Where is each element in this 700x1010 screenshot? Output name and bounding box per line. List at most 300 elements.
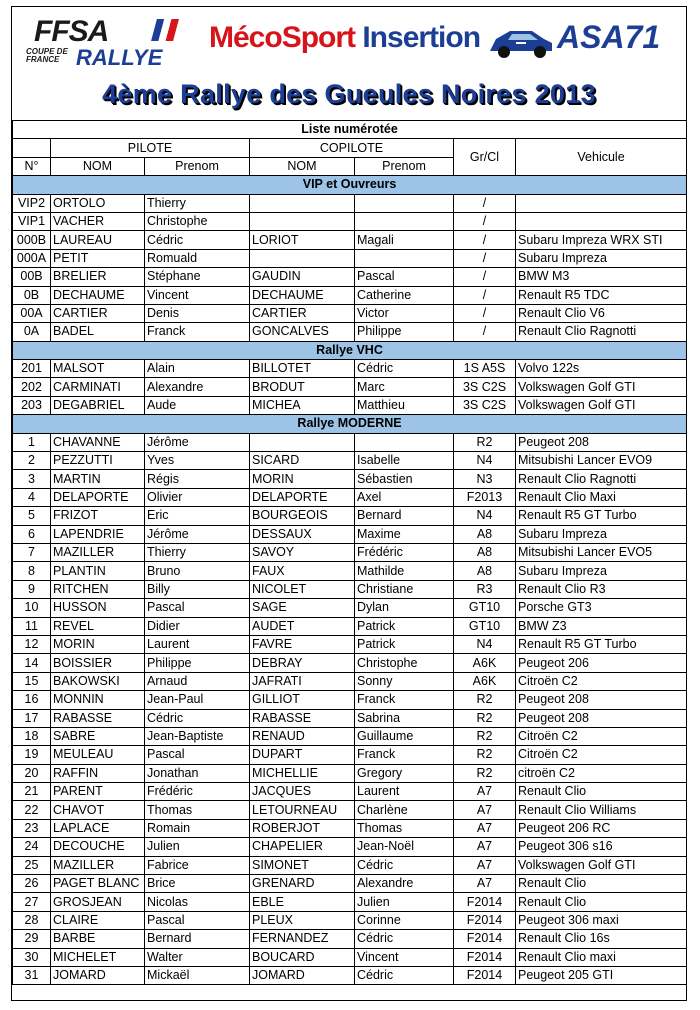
group-class: R2 bbox=[454, 691, 516, 709]
table-row bbox=[13, 599, 687, 617]
vehicule: Peugeot 208 bbox=[516, 691, 687, 709]
pilote-nom: MONNIN bbox=[51, 691, 145, 709]
vehicule: Peugeot 206 bbox=[516, 654, 687, 672]
pilote-nom: CHAVOT bbox=[51, 801, 145, 819]
pilote-prenom: Thomas bbox=[145, 801, 250, 819]
vehicule: Mitsubishi Lancer EVO9 bbox=[516, 452, 687, 470]
vehicule: Volkswagen Golf GTI bbox=[516, 856, 687, 874]
pilote-nom: ORTOLO bbox=[51, 194, 145, 212]
group-class: R2 bbox=[454, 746, 516, 764]
copilote-prenom: Guillaume bbox=[355, 727, 454, 745]
entry-number: 24 bbox=[13, 838, 51, 856]
header-vehicule: Vehicule bbox=[516, 139, 687, 176]
entry-number: 201 bbox=[13, 360, 51, 378]
table-row bbox=[13, 930, 687, 948]
pilote-prenom: Julien bbox=[145, 838, 250, 856]
pilote-nom: PETIT bbox=[51, 249, 145, 267]
pilote-nom: DECHAUME bbox=[51, 286, 145, 304]
pilote-prenom: Frédéric bbox=[145, 783, 250, 801]
pilote-nom: DECOUCHE bbox=[51, 838, 145, 856]
entry-number: VIP1 bbox=[13, 212, 51, 230]
table-row bbox=[13, 819, 687, 837]
group-class: A8 bbox=[454, 543, 516, 561]
asa71-logo-text: ASA71 bbox=[557, 19, 661, 55]
entry-number: 2 bbox=[13, 452, 51, 470]
copilote-prenom: Magali bbox=[355, 231, 454, 249]
group-class: R2 bbox=[454, 727, 516, 745]
copilote-prenom: Maxime bbox=[355, 525, 454, 543]
pilote-nom: MARTIN bbox=[51, 470, 145, 488]
vehicule: Renault Clio maxi bbox=[516, 948, 687, 966]
copilote-nom: ROBERJOT bbox=[250, 819, 355, 837]
table-row bbox=[13, 304, 687, 322]
copilote-nom: RENAUD bbox=[250, 727, 355, 745]
copilote-prenom: Christiane bbox=[355, 580, 454, 598]
pilote-nom: CARTIER bbox=[51, 304, 145, 322]
copilote-nom: JACQUES bbox=[250, 783, 355, 801]
pilote-prenom: Régis bbox=[145, 470, 250, 488]
copilote-prenom: Laurent bbox=[355, 783, 454, 801]
section-header bbox=[13, 415, 687, 433]
table-row bbox=[13, 672, 687, 690]
copilote-prenom: Jean-Noël bbox=[355, 838, 454, 856]
pilote-nom: GROSJEAN bbox=[51, 893, 145, 911]
pilote-nom: PEZZUTTI bbox=[51, 452, 145, 470]
group-class: GT10 bbox=[454, 617, 516, 635]
pilote-nom: HUSSON bbox=[51, 599, 145, 617]
pilote-prenom: Stéphane bbox=[145, 268, 250, 286]
group-class: A8 bbox=[454, 525, 516, 543]
vehicule: Renault Clio V6 bbox=[516, 304, 687, 322]
copilote-nom: LORIOT bbox=[250, 231, 355, 249]
entry-number: 28 bbox=[13, 911, 51, 929]
entry-number: 23 bbox=[13, 819, 51, 837]
vehicule: Citroën C2 bbox=[516, 746, 687, 764]
copilote-prenom: Marc bbox=[355, 378, 454, 396]
copilote-nom: GRENARD bbox=[250, 875, 355, 893]
entry-number: 202 bbox=[13, 378, 51, 396]
entry-number: 000B bbox=[13, 231, 51, 249]
copilote-prenom: Pascal bbox=[355, 268, 454, 286]
pilote-prenom: Yves bbox=[145, 452, 250, 470]
copilote-nom: BOUCARD bbox=[250, 948, 355, 966]
copilote-nom bbox=[250, 194, 355, 212]
table-row bbox=[13, 433, 687, 451]
group-class: 1S A5S bbox=[454, 360, 516, 378]
ffsa-logo bbox=[26, 15, 186, 73]
copilote-nom: MICHELLIE bbox=[250, 764, 355, 782]
pilote-nom: MICHELET bbox=[51, 948, 145, 966]
group-class: / bbox=[454, 249, 516, 267]
copilote-prenom: Axel bbox=[355, 488, 454, 506]
copilote-prenom: Franck bbox=[355, 691, 454, 709]
copilote-prenom: Charlène bbox=[355, 801, 454, 819]
entry-number: 0A bbox=[13, 323, 51, 341]
group-class: F2014 bbox=[454, 948, 516, 966]
group-class: A6K bbox=[454, 672, 516, 690]
header-copilote-nom: NOM bbox=[250, 157, 355, 175]
copilote-nom: GAUDIN bbox=[250, 268, 355, 286]
pilote-prenom: Brice bbox=[145, 875, 250, 893]
copilote-prenom: Philippe bbox=[355, 323, 454, 341]
copilote-nom: AUDET bbox=[250, 617, 355, 635]
vehicule: Peugeot 208 bbox=[516, 433, 687, 451]
vehicule: Renault Clio Maxi bbox=[516, 488, 687, 506]
copilote-prenom: Christophe bbox=[355, 654, 454, 672]
header-grcl: Gr/Cl bbox=[454, 139, 516, 176]
vehicule: Peugeot 306 maxi bbox=[516, 911, 687, 929]
rally-car-icon bbox=[486, 21, 556, 59]
table-row bbox=[13, 764, 687, 782]
entry-number: 5 bbox=[13, 507, 51, 525]
vehicule: Renault R5 GT Turbo bbox=[516, 507, 687, 525]
copilote-prenom bbox=[355, 194, 454, 212]
entry-number: 17 bbox=[13, 709, 51, 727]
pilote-nom: MORIN bbox=[51, 635, 145, 653]
table-row bbox=[13, 562, 687, 580]
table-row bbox=[13, 911, 687, 929]
pilote-nom: MALSOT bbox=[51, 360, 145, 378]
entry-number: 21 bbox=[13, 783, 51, 801]
table-row bbox=[13, 875, 687, 893]
vehicule: Renault Clio bbox=[516, 875, 687, 893]
header-copilote-prenom: Prenom bbox=[355, 157, 454, 175]
copilote-nom: EBLE bbox=[250, 893, 355, 911]
copilote-prenom: Sonny bbox=[355, 672, 454, 690]
copilote-nom: GONCALVES bbox=[250, 323, 355, 341]
group-class: F2014 bbox=[454, 893, 516, 911]
vehicule: Citroën C2 bbox=[516, 672, 687, 690]
entry-number: 8 bbox=[13, 562, 51, 580]
table-row bbox=[13, 231, 687, 249]
pilote-prenom: Walter bbox=[145, 948, 250, 966]
vehicule: Mitsubishi Lancer EVO5 bbox=[516, 543, 687, 561]
entry-number: 29 bbox=[13, 930, 51, 948]
copilote-prenom: Corinne bbox=[355, 911, 454, 929]
pilote-prenom: Alexandre bbox=[145, 378, 250, 396]
flag-icon bbox=[151, 19, 179, 41]
entry-number: 15 bbox=[13, 672, 51, 690]
group-class: 3S C2S bbox=[454, 378, 516, 396]
pilote-prenom: Thierry bbox=[145, 543, 250, 561]
pilote-nom: LAPLACE bbox=[51, 819, 145, 837]
copilote-nom: NICOLET bbox=[250, 580, 355, 598]
table-row bbox=[13, 525, 687, 543]
vehicule: Renault R5 TDC bbox=[516, 286, 687, 304]
copilote-prenom: Patrick bbox=[355, 635, 454, 653]
header-no: N° bbox=[13, 157, 51, 175]
pilote-prenom: Alain bbox=[145, 360, 250, 378]
page-title: 4ème Rallye des Gueules Noires 2013 bbox=[102, 79, 596, 109]
vehicule: Volkswagen Golf GTI bbox=[516, 396, 687, 414]
group-class: F2014 bbox=[454, 930, 516, 948]
pilote-prenom: Romain bbox=[145, 819, 250, 837]
pilote-nom: MAZILLER bbox=[51, 543, 145, 561]
table-row bbox=[13, 249, 687, 267]
entry-number: 31 bbox=[13, 966, 51, 984]
copilote-prenom: Cédric bbox=[355, 930, 454, 948]
pilote-prenom: Romuald bbox=[145, 249, 250, 267]
group-class: 3S C2S bbox=[454, 396, 516, 414]
entry-number: 14 bbox=[13, 654, 51, 672]
copilote-prenom: Victor bbox=[355, 304, 454, 322]
pilote-nom: BOISSIER bbox=[51, 654, 145, 672]
pilote-prenom: Jérôme bbox=[145, 525, 250, 543]
vehicule: citroën C2 bbox=[516, 764, 687, 782]
vehicule: Renault Clio Ragnotti bbox=[516, 470, 687, 488]
vehicule: Citroën C2 bbox=[516, 727, 687, 745]
copilote-nom: FERNANDEZ bbox=[250, 930, 355, 948]
copilote-prenom: Sabrina bbox=[355, 709, 454, 727]
table-row bbox=[13, 323, 687, 341]
entry-number: 12 bbox=[13, 635, 51, 653]
pilote-prenom: Billy bbox=[145, 580, 250, 598]
insertion-text: Insertion bbox=[355, 21, 481, 54]
pilote-nom: VACHER bbox=[51, 212, 145, 230]
entry-number: 16 bbox=[13, 691, 51, 709]
vehicule: Renault Clio R3 bbox=[516, 580, 687, 598]
copilote-nom bbox=[250, 249, 355, 267]
meco-text: Méco bbox=[209, 21, 282, 54]
pilote-prenom: Aude bbox=[145, 396, 250, 414]
pilote-nom: JOMARD bbox=[51, 966, 145, 984]
pilote-prenom: Thierry bbox=[145, 194, 250, 212]
group-class: N3 bbox=[454, 470, 516, 488]
header-pilote: PILOTE bbox=[51, 139, 250, 157]
copilote-prenom: Sébastien bbox=[355, 470, 454, 488]
header-copilote: COPILOTE bbox=[250, 139, 454, 157]
copilote-prenom bbox=[355, 249, 454, 267]
table-row bbox=[13, 378, 687, 396]
entry-number: 25 bbox=[13, 856, 51, 874]
table-row bbox=[13, 617, 687, 635]
vehicule bbox=[516, 212, 687, 230]
copilote-prenom: Gregory bbox=[355, 764, 454, 782]
table-row bbox=[13, 893, 687, 911]
copilote-prenom bbox=[355, 433, 454, 451]
copilote-nom: GILLIOT bbox=[250, 691, 355, 709]
pilote-prenom: Denis bbox=[145, 304, 250, 322]
copilote-prenom: Bernard bbox=[355, 507, 454, 525]
pilote-prenom: Bernard bbox=[145, 930, 250, 948]
group-class: / bbox=[454, 268, 516, 286]
group-class: R2 bbox=[454, 764, 516, 782]
group-class: A8 bbox=[454, 562, 516, 580]
vehicule: Renault Clio Williams bbox=[516, 801, 687, 819]
copilote-nom: SIMONET bbox=[250, 856, 355, 874]
pilote-prenom: Christophe bbox=[145, 212, 250, 230]
table-row bbox=[13, 360, 687, 378]
group-class: GT10 bbox=[454, 599, 516, 617]
copilote-nom: BRODUT bbox=[250, 378, 355, 396]
pilote-nom: SABRE bbox=[51, 727, 145, 745]
copilote-nom: SICARD bbox=[250, 452, 355, 470]
pilote-nom: MAZILLER bbox=[51, 856, 145, 874]
copilote-prenom: Patrick bbox=[355, 617, 454, 635]
section-header bbox=[13, 341, 687, 359]
header-blank bbox=[13, 139, 51, 157]
copilote-nom: FAVRE bbox=[250, 635, 355, 653]
group-class: / bbox=[454, 304, 516, 322]
entry-number: 30 bbox=[13, 948, 51, 966]
copilote-prenom: Matthieu bbox=[355, 396, 454, 414]
table-row bbox=[13, 838, 687, 856]
pilote-prenom: Philippe bbox=[145, 654, 250, 672]
group-class: R2 bbox=[454, 433, 516, 451]
vehicule: Porsche GT3 bbox=[516, 599, 687, 617]
entry-number: 000A bbox=[13, 249, 51, 267]
vehicule: Subaru Impreza bbox=[516, 525, 687, 543]
vehicule: Renault Clio Ragnotti bbox=[516, 323, 687, 341]
header-pilote-prenom: Prenom bbox=[145, 157, 250, 175]
vehicule: Peugeot 206 RC bbox=[516, 819, 687, 837]
copilote-prenom: Isabelle bbox=[355, 452, 454, 470]
ffsa-logo-text: FFSA bbox=[34, 15, 109, 48]
sport-text: Sport bbox=[281, 21, 356, 54]
table-row bbox=[13, 507, 687, 525]
table-row bbox=[13, 691, 687, 709]
entry-number: 18 bbox=[13, 727, 51, 745]
entry-number: 20 bbox=[13, 764, 51, 782]
copilote-nom: DUPART bbox=[250, 746, 355, 764]
table-row bbox=[13, 212, 687, 230]
pilote-nom: PAGET BLANC bbox=[51, 875, 145, 893]
document-header bbox=[12, 7, 686, 121]
table-row bbox=[13, 727, 687, 745]
group-class: N4 bbox=[454, 452, 516, 470]
entry-number: 27 bbox=[13, 893, 51, 911]
table-row bbox=[13, 286, 687, 304]
rallye-logo-text: RALLYE bbox=[76, 45, 163, 70]
pilote-prenom: Olivier bbox=[145, 488, 250, 506]
pilote-nom: MEULEAU bbox=[51, 746, 145, 764]
copilote-nom: CHAPELIER bbox=[250, 838, 355, 856]
pilote-prenom: Cédric bbox=[145, 709, 250, 727]
entry-number: 00B bbox=[13, 268, 51, 286]
entry-number: 7 bbox=[13, 543, 51, 561]
pilote-prenom: Nicolas bbox=[145, 893, 250, 911]
pilote-nom: FRIZOT bbox=[51, 507, 145, 525]
pilote-nom: CLAIRE bbox=[51, 911, 145, 929]
copilote-nom: SAGE bbox=[250, 599, 355, 617]
copilote-nom bbox=[250, 433, 355, 451]
pilote-prenom: Pascal bbox=[145, 599, 250, 617]
copilote-prenom: Catherine bbox=[355, 286, 454, 304]
section-header bbox=[13, 176, 687, 194]
entry-number: 00A bbox=[13, 304, 51, 322]
vehicule: Renault Clio bbox=[516, 783, 687, 801]
copilote-nom: JAFRATI bbox=[250, 672, 355, 690]
pilote-prenom: Didier bbox=[145, 617, 250, 635]
group-class: F2013 bbox=[454, 488, 516, 506]
header-pilote-nom: NOM bbox=[51, 157, 145, 175]
entry-number: 9 bbox=[13, 580, 51, 598]
pilote-nom: REVEL bbox=[51, 617, 145, 635]
vehicule: Peugeot 208 bbox=[516, 709, 687, 727]
pilote-prenom: Cédric bbox=[145, 231, 250, 249]
vehicule bbox=[516, 194, 687, 212]
table-row bbox=[13, 654, 687, 672]
pilote-nom: DELAPORTE bbox=[51, 488, 145, 506]
group-class: A7 bbox=[454, 801, 516, 819]
pilote-prenom: Vincent bbox=[145, 286, 250, 304]
group-class: A6K bbox=[454, 654, 516, 672]
mecosport-logo bbox=[209, 21, 480, 55]
copilote-prenom: Thomas bbox=[355, 819, 454, 837]
pilote-prenom: Jonathan bbox=[145, 764, 250, 782]
vehicule: Subaru Impreza bbox=[516, 562, 687, 580]
copilote-nom: BILLOTET bbox=[250, 360, 355, 378]
pilote-nom: PARENT bbox=[51, 783, 145, 801]
table-row bbox=[13, 966, 687, 984]
copilote-nom: DECHAUME bbox=[250, 286, 355, 304]
document-frame bbox=[11, 6, 687, 1001]
pilote-prenom: Fabrice bbox=[145, 856, 250, 874]
group-class: A7 bbox=[454, 875, 516, 893]
copilote-prenom bbox=[355, 212, 454, 230]
entry-number: 26 bbox=[13, 875, 51, 893]
pilote-prenom: Mickaël bbox=[145, 966, 250, 984]
section-title: Rallye VHC bbox=[13, 341, 687, 359]
vehicule: Volvo 122s bbox=[516, 360, 687, 378]
group-class: / bbox=[454, 194, 516, 212]
copilote-nom: BOURGEOIS bbox=[250, 507, 355, 525]
pilote-nom: BRELIER bbox=[51, 268, 145, 286]
pilote-prenom: Arnaud bbox=[145, 672, 250, 690]
table-row bbox=[13, 746, 687, 764]
pilote-prenom: Laurent bbox=[145, 635, 250, 653]
vehicule: Subaru Impreza WRX STI bbox=[516, 231, 687, 249]
table-row bbox=[13, 783, 687, 801]
pilote-nom: RAFFIN bbox=[51, 764, 145, 782]
entry-number: 22 bbox=[13, 801, 51, 819]
vehicule: Renault R5 GT Turbo bbox=[516, 635, 687, 653]
pilote-nom: DEGABRIEL bbox=[51, 396, 145, 414]
copilote-nom: MORIN bbox=[250, 470, 355, 488]
group-class: R2 bbox=[454, 709, 516, 727]
section-title: VIP et Ouvreurs bbox=[13, 176, 687, 194]
vehicule: Volkswagen Golf GTI bbox=[516, 378, 687, 396]
pilote-prenom: Pascal bbox=[145, 746, 250, 764]
entry-number: 19 bbox=[13, 746, 51, 764]
pilote-prenom: Pascal bbox=[145, 911, 250, 929]
list-title: Liste numérotée bbox=[13, 121, 687, 139]
copilote-nom bbox=[250, 212, 355, 230]
table-row bbox=[13, 580, 687, 598]
copilote-nom: FAUX bbox=[250, 562, 355, 580]
group-class: / bbox=[454, 286, 516, 304]
copilote-prenom: Franck bbox=[355, 746, 454, 764]
copilote-nom: CARTIER bbox=[250, 304, 355, 322]
group-class: A7 bbox=[454, 819, 516, 837]
copilote-nom: DELAPORTE bbox=[250, 488, 355, 506]
pilote-nom: LAPENDRIE bbox=[51, 525, 145, 543]
copilote-nom: PLEUX bbox=[250, 911, 355, 929]
copilote-prenom: Cédric bbox=[355, 966, 454, 984]
group-class: / bbox=[454, 231, 516, 249]
copilote-prenom: Alexandre bbox=[355, 875, 454, 893]
entry-number: VIP2 bbox=[13, 194, 51, 212]
vehicule: Subaru Impreza bbox=[516, 249, 687, 267]
entry-number: 203 bbox=[13, 396, 51, 414]
group-class: F2014 bbox=[454, 911, 516, 929]
copilote-nom: DESSAUX bbox=[250, 525, 355, 543]
pilote-prenom: Jérôme bbox=[145, 433, 250, 451]
entry-number: 11 bbox=[13, 617, 51, 635]
table-row bbox=[13, 268, 687, 286]
pilote-nom: CARMINATI bbox=[51, 378, 145, 396]
table-row bbox=[13, 396, 687, 414]
